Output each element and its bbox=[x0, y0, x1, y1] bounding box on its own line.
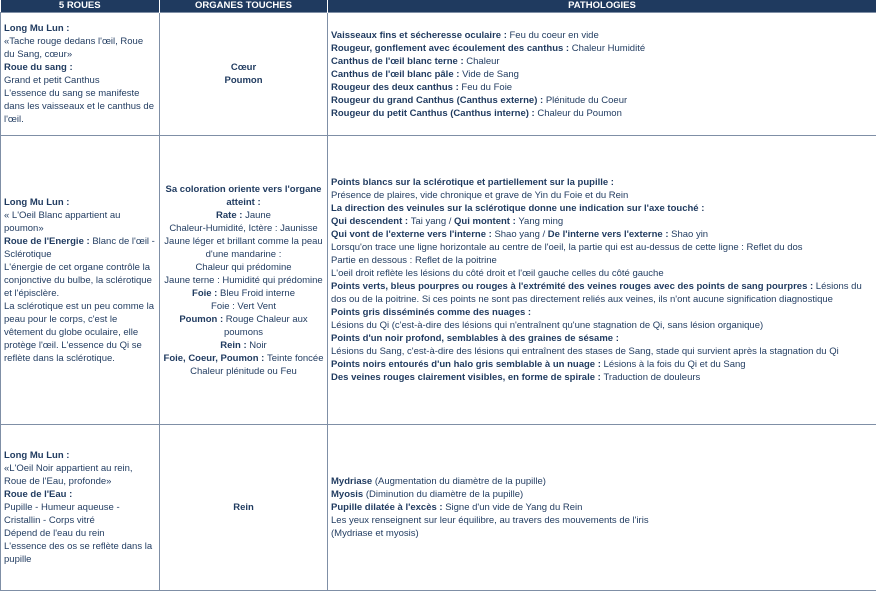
header-organes-touches: ORGANES TOUCHES bbox=[160, 0, 328, 13]
bold-text: Pupille dilatée à l'excès : bbox=[331, 502, 446, 513]
cell-line bbox=[331, 215, 873, 228]
text-segment: Vide de Sang bbox=[462, 68, 519, 80]
text-segment: Shao yin bbox=[671, 229, 709, 240]
organes-cell bbox=[160, 13, 328, 136]
bold-text: De l'interne vers l'externe : bbox=[547, 229, 672, 240]
text-segment: Jaune bbox=[245, 209, 271, 221]
roue-cell bbox=[1, 13, 160, 136]
cell-line bbox=[331, 202, 873, 215]
text-segment: Partie en dessous : Reflet de la poitrine bbox=[331, 255, 497, 266]
pathologies-cell bbox=[328, 136, 876, 425]
text-segment: «L'Oeil Noir appartient au rein, Roue de l'Eau, profonde» bbox=[4, 463, 133, 487]
text-segment: Les yeux renseignent sur leur équilibre, au travers des mouvements de l'iris bbox=[331, 515, 649, 526]
text-segment: (Diminution du diamètre de la pupille) bbox=[365, 489, 524, 500]
text-segment: (Augmentation du diamètre de la pupille) bbox=[374, 476, 546, 487]
cell-line bbox=[4, 35, 156, 61]
text-segment: L'énergie de cet organe contrôle la conjonctive du bulbe, la sclérotique et l'épisclère. bbox=[4, 261, 152, 299]
cell-line bbox=[163, 183, 324, 209]
bold-text: Mydriase bbox=[331, 476, 375, 487]
bold-text: Points d'un noir profond, semblables à des graines de sésame : bbox=[331, 333, 619, 344]
roue-cell bbox=[1, 425, 160, 591]
text-segment: Lésions du Sang, c'est-à-dire des lésions qui entraînent des stases de Sang, stade qui survient après la stagnation du Qi bbox=[331, 346, 839, 357]
cell-line bbox=[331, 189, 873, 202]
bold-text: Canthus de l'œil blanc terne : bbox=[331, 55, 467, 67]
bold-text: Points verts, bleus pourpres ou rouges à l'extrémité des veines rouges avec des points de sang pourpres : bbox=[331, 281, 816, 292]
bold-text: Long Mu Lun : bbox=[4, 196, 70, 208]
bold-text: Foie : bbox=[192, 287, 220, 299]
text-segment: Plénitude du Coeur bbox=[545, 94, 628, 106]
table-row bbox=[1, 425, 876, 591]
text-segment: Lésions à la fois du Qi et du Sang bbox=[603, 359, 746, 370]
text-segment: Lésions du dos ou de la poitrine. Si ces points ne sont pas directement reliés aux veines, ils n'ont aucune signification diagnostique bbox=[331, 281, 862, 305]
cell-line bbox=[4, 540, 156, 566]
bold-text: Rougeur, gonflement avec écoulement des canthus : bbox=[331, 42, 572, 54]
header-5-roues: 5 ROUES bbox=[1, 0, 160, 13]
cell-line bbox=[331, 55, 873, 68]
cell-line bbox=[163, 313, 324, 339]
pathologies-cell bbox=[328, 425, 876, 591]
text-segment: Foie : Vert Vent bbox=[211, 300, 276, 312]
cell-line bbox=[331, 527, 873, 540]
cell-line bbox=[331, 94, 873, 107]
cell-line bbox=[163, 235, 324, 261]
cell-line bbox=[331, 107, 873, 120]
text-segment: (Mydriase et myosis) bbox=[331, 528, 419, 539]
text-segment: Feu du Foie bbox=[461, 81, 513, 93]
cell-line bbox=[163, 209, 324, 222]
header-row bbox=[1, 0, 876, 13]
bold-text: Sa coloration oriente vers l'organe atteint : bbox=[165, 183, 322, 208]
text-segment: Tai yang / bbox=[410, 216, 455, 227]
bold-text: Rein bbox=[233, 502, 254, 513]
cell-line bbox=[331, 267, 873, 280]
cell-line bbox=[163, 352, 324, 378]
bold-text: Points blancs sur la sclérotique et partiellement sur la pupille : bbox=[331, 177, 614, 188]
bold-text: Cœur bbox=[230, 62, 257, 73]
text-segment: Chaleur-Humidité, Ictère : Jaunisse bbox=[169, 222, 318, 234]
bold-text: Rougeur du grand Canthus (Canthus externe) : bbox=[331, 94, 546, 106]
text-segment: Lésions du Qi (c'est-à-dire des lésions qui n'entraînent qu'une stagnation de Qi, sans lésion organique) bbox=[331, 320, 764, 331]
cell-line bbox=[4, 449, 156, 462]
cell-line bbox=[4, 527, 156, 540]
text-segment: L'essence du sang se manifeste dans les vaisseaux et le canthus de l'œil. bbox=[4, 88, 154, 125]
bold-text: Roue de l'Energie : bbox=[4, 235, 93, 247]
roue-cell bbox=[1, 136, 160, 425]
bold-text: Des veines rouges clairement visibles, en forme de spirale : bbox=[331, 372, 604, 383]
cell-line bbox=[163, 501, 324, 514]
table-row bbox=[1, 136, 876, 425]
cell-line bbox=[4, 22, 156, 35]
cell-line bbox=[4, 235, 156, 261]
cell-line bbox=[163, 274, 324, 287]
text-segment: Feu du coeur en vide bbox=[509, 29, 599, 41]
bold-text: Rein : bbox=[220, 339, 250, 351]
bold-text: Vaisseaux fins et sécheresse oculaire : bbox=[331, 29, 510, 41]
bold-text: Poumon : bbox=[179, 313, 226, 325]
text-segment: L'essence des os se reflète dans la pupille bbox=[4, 541, 153, 565]
bold-text: Rougeur des deux canthus : bbox=[331, 81, 462, 93]
text-segment: Dépend de l'eau du rein bbox=[4, 528, 105, 539]
bold-text: Qui vont de l'externe vers l'interne : bbox=[331, 229, 495, 240]
cell-line bbox=[331, 514, 873, 527]
cell-line bbox=[331, 306, 873, 319]
cell-line bbox=[163, 61, 324, 74]
cell-line bbox=[4, 462, 156, 488]
text-segment: Rouge Chaleur aux poumons bbox=[223, 313, 308, 338]
text-segment: Signe d'un vide de Yang du Rein bbox=[445, 502, 583, 513]
cell-line bbox=[331, 254, 873, 267]
cell-line bbox=[331, 241, 873, 254]
bold-text: Points noirs entourés d'un halo gris semblable à un nuage : bbox=[331, 359, 604, 370]
cell-line bbox=[4, 196, 156, 209]
bold-text: Long Mu Lun : bbox=[4, 23, 70, 34]
bold-text: Foie, Coeur, Poumon : bbox=[163, 352, 267, 364]
cell-line bbox=[331, 29, 873, 42]
bold-text: Qui descendent : bbox=[331, 216, 411, 227]
header-pathologies: PATHOLOGIES bbox=[328, 0, 876, 13]
text-segment: Chaleur qui prédomine bbox=[195, 261, 292, 273]
cell-line bbox=[331, 475, 873, 488]
organes-cell bbox=[160, 136, 328, 425]
text-segment: Noir bbox=[249, 339, 267, 351]
text-segment: Yang ming bbox=[518, 216, 564, 227]
bold-text: Long Mu Lun : bbox=[4, 450, 70, 461]
bold-text: Poumon bbox=[224, 75, 263, 86]
text-segment: Présence de plaires, vide chronique et grave de Yin du Foie et du Rein bbox=[331, 190, 629, 201]
text-segment: Shao yang / bbox=[494, 229, 548, 240]
table-row bbox=[1, 13, 876, 136]
cell-line bbox=[331, 68, 873, 81]
bold-text: Myosis bbox=[331, 489, 366, 500]
bold-text: Roue de l'Eau : bbox=[4, 489, 73, 500]
cell-line bbox=[163, 339, 324, 352]
text-segment: Chaleur du Poumon bbox=[537, 107, 622, 119]
text-segment: Blanc de l'œil - Sclérotique bbox=[4, 235, 155, 260]
text-segment: Pupille - Humeur aqueuse - Cristallin - Corps vitré bbox=[4, 502, 120, 526]
text-segment: Traduction de douleurs bbox=[603, 372, 701, 383]
cell-line bbox=[331, 176, 873, 189]
cell-line bbox=[331, 371, 873, 384]
bold-text: La direction des veinules sur la sclérotique donne une indication sur l'axe touché : bbox=[331, 203, 705, 214]
cell-line bbox=[331, 488, 873, 501]
organes-cell bbox=[160, 425, 328, 591]
text-segment: La sclérotique est un peu comme la peau pour le corps, c'est le vêtement du globe oculaire, elle protège l'œil. L'essence du Qi se reflète dans la sclérotique. bbox=[4, 300, 154, 364]
pathologies-cell bbox=[328, 13, 876, 136]
cell-line bbox=[163, 261, 324, 274]
cell-line bbox=[331, 345, 873, 358]
bold-text: Rougeur du petit Canthus (Canthus interne) : bbox=[331, 107, 538, 119]
text-segment: Lorsqu'on trace une ligne horizontale au centre de l'oeil, la partie qui est au-dessus de cette ligne : Reflet du dos bbox=[331, 242, 803, 253]
cell-line bbox=[331, 358, 873, 371]
cell-line bbox=[4, 209, 156, 235]
cell-line bbox=[331, 501, 873, 514]
cell-line bbox=[4, 501, 156, 527]
text-segment: Jaune léger et brillant comme la peau d'une mandarine : bbox=[164, 235, 323, 260]
text-segment: Chaleur bbox=[466, 55, 500, 67]
cell-line bbox=[4, 61, 156, 74]
cell-line bbox=[163, 287, 324, 300]
cell-line bbox=[163, 300, 324, 313]
text-segment: «Tache rouge dedans l'œil, Roue du Sang, cœur» bbox=[4, 36, 144, 60]
cell-line bbox=[331, 228, 873, 241]
bold-text: Points gris disséminés comme des nuages : bbox=[331, 307, 532, 318]
text-segment: Bleu Froid interne bbox=[220, 287, 295, 299]
cell-line bbox=[163, 222, 324, 235]
bold-text: Qui montent : bbox=[454, 216, 519, 227]
text-segment: L'oeil droit reflète les lésions du côté droit et l'œil gauche celles du côté gauche bbox=[331, 268, 664, 279]
cell-line bbox=[4, 74, 156, 87]
text-segment: Teinte foncée Chaleur plénitude ou Feu bbox=[190, 352, 324, 377]
cell-line bbox=[4, 488, 156, 501]
text-segment: Chaleur Humidité bbox=[571, 42, 646, 54]
cell-line bbox=[331, 319, 873, 332]
text-segment: Grand et petit Canthus bbox=[4, 75, 100, 86]
cell-line bbox=[4, 261, 156, 300]
bold-text: Rate : bbox=[216, 209, 246, 221]
cell-line bbox=[163, 74, 324, 87]
cell-line bbox=[331, 280, 873, 306]
cell-line bbox=[331, 332, 873, 345]
cell-line bbox=[331, 81, 873, 94]
bold-text: Canthus de l'œil blanc pâle : bbox=[331, 68, 463, 80]
text-segment: Jaune terne : Humidité qui prédomine bbox=[164, 274, 323, 286]
cell-line bbox=[4, 300, 156, 365]
cell-line bbox=[4, 87, 156, 126]
text-segment: « L'Oeil Blanc appartient au poumon» bbox=[4, 209, 121, 234]
bold-text: Roue du sang : bbox=[4, 62, 73, 73]
cell-line bbox=[331, 42, 873, 55]
